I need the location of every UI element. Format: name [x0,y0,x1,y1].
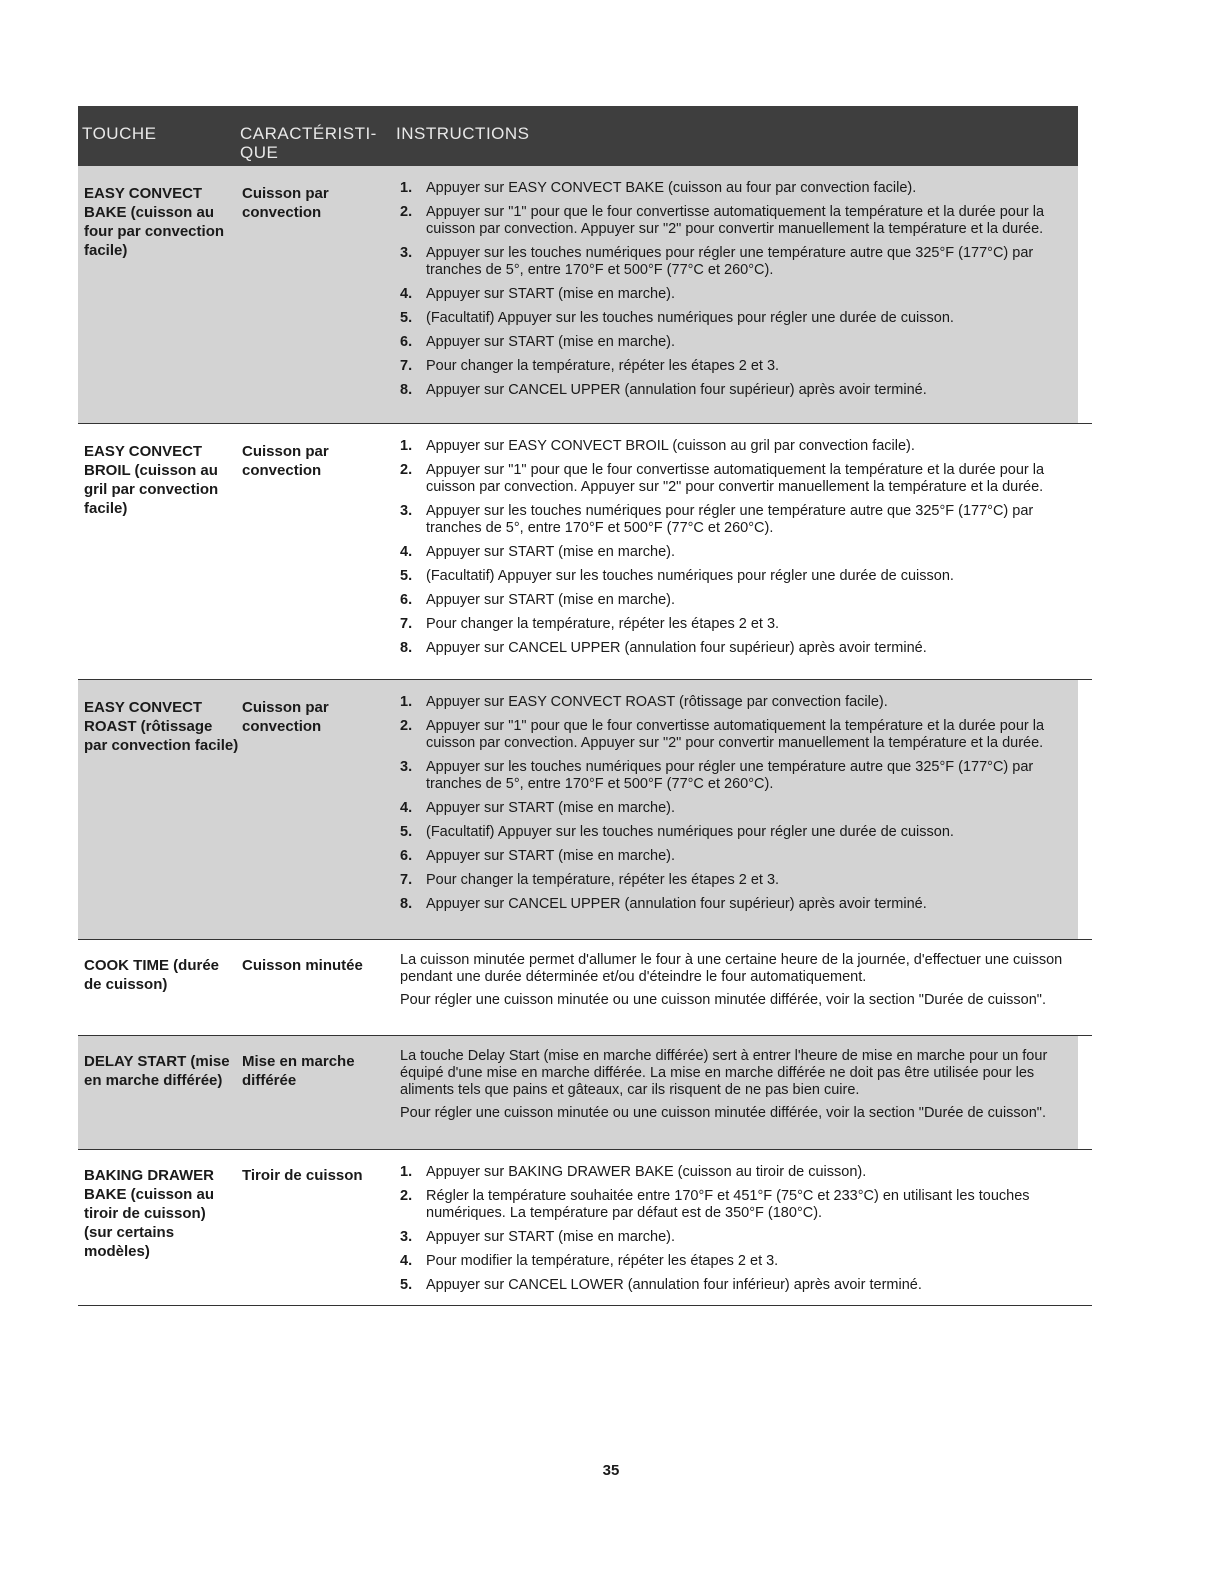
list-item: 6. Appuyer sur START (mise en marche). [400,592,675,608]
feature-name: Mise en marche différée [242,1053,355,1089]
feature-name: Cuisson minutée [242,957,363,974]
list-item: 2. Appuyer sur "1" pour que le four convertisse automatiquement la température et la durée pour la cuisson par convection. Appuyer sur "2" pour convertir manuellement la température et la durée. [400,718,1045,751]
paragraph: La cuisson minutée permet d'allumer le four à une certaine heure de la journée, d'effectuer une cuisson pendant une durée déterminée et/ou d'éteindre le four automatiquement. [400,952,1063,985]
instructions-cell [400,438,1080,664]
list-item: 6. Appuyer sur START (mise en marche). [400,334,675,350]
header-instructions: INSTRUCTIONS [396,124,530,143]
feature-name: Tiroir de cuisson [242,1167,363,1184]
list-item: 5. (Facultatif) Appuyer sur les touches numériques pour régler une durée de cuisson. [400,824,954,840]
list-item: 3. Appuyer sur les touches numériques pour régler une température autre que 325°F (177°C) par tranches de 5°, entre 170°F et 500°F (77°C et 260°C). [400,503,1034,536]
list-item: 7. Pour changer la température, répéter les étapes 2 et 3. [400,872,780,888]
list-item: 5. Appuyer sur CANCEL LOWER (annulation four inférieur) après avoir terminé. [400,1277,922,1293]
list-item: 2. Appuyer sur "1" pour que le four convertisse automatiquement la température et la durée pour la cuisson par convection. Appuyer sur "2" pour convertir manuellement la température et la durée. [400,204,1045,237]
list-item: 5. (Facultatif) Appuyer sur les touches numériques pour régler une durée de cuisson. [400,310,954,326]
list-item: 5. (Facultatif) Appuyer sur les touches numériques pour régler une durée de cuisson. [400,568,954,584]
paragraph: Pour régler une cuisson minutée ou une cuisson minutée différée, voir la section "Durée de cuisson". [400,1105,1046,1121]
list-item: 4. Appuyer sur START (mise en marche). [400,544,675,560]
feature-name: Cuisson par convection [242,185,329,221]
list-item: 4. Pour modifier la température, répéter les étapes 2 et 3. [400,1253,779,1269]
paragraph: Pour régler une cuisson minutée ou une cuisson minutée différée, voir la section "Durée de cuisson". [400,992,1046,1008]
key-name: EASY CONVECT BAKE (cuisson au four par convection facile) [84,185,225,259]
list-item: 7. Pour changer la température, répéter les étapes 2 et 3. [400,358,780,374]
list-item: 1. Appuyer sur BAKING DRAWER BAKE (cuisson au tiroir de cuisson). [400,1164,867,1180]
list-item: 1. Appuyer sur EASY CONVECT ROAST (rôtissage par convection facile). [400,694,888,710]
list-item: 8. Appuyer sur CANCEL UPPER (annulation four supérieur) après avoir terminé. [400,382,927,398]
list-item: 2. Régler la température souhaitée entre 170°F et 451°F (75°C et 233°C) en utilisant les touches numériques. La température par défaut est de 350°F (180°C). [400,1188,1030,1221]
table-header [78,106,1078,166]
list-item: 7. Pour changer la température, répéter les étapes 2 et 3. [400,616,780,632]
list-item: 3. Appuyer sur START (mise en marche). [400,1229,675,1245]
header-caracteristique: CARACTÉRISTI-QUE [240,124,377,162]
list-item: 3. Appuyer sur les touches numériques pour régler une température autre que 325°F (177°C) par tranches de 5°, entre 170°F et 500°F (77°C et 260°C). [400,759,1034,792]
table-row [78,166,1078,424]
key-name: EASY CONVECT BROIL (cuisson au gril par convection facile) [84,443,219,517]
table-row [78,680,1078,940]
table-row [78,1036,1078,1150]
instructions-cell [400,1048,1080,1128]
key-name: DELAY START (mise en marche différée) [84,1053,230,1089]
list-item: 8. Appuyer sur CANCEL UPPER (annulation four supérieur) après avoir terminé. [400,640,927,656]
list-item: 1. Appuyer sur EASY CONVECT BROIL (cuisson au gril par convection facile). [400,438,915,454]
key-name: BAKING DRAWER BAKE (cuisson au tiroir de cuisson) (sur certains modèles) [84,1167,215,1260]
key-name: COOK TIME (durée de cuisson) [84,957,220,993]
list-item: 6. Appuyer sur START (mise en marche). [400,848,675,864]
feature-name: Cuisson par convection [242,699,329,735]
list-item: 3. Appuyer sur les touches numériques pour régler une température autre que 325°F (177°C) par tranches de 5°, entre 170°F et 500°F (77°C et 260°C). [400,245,1034,278]
list-item: 4. Appuyer sur START (mise en marche). [400,800,675,816]
feature-name: Cuisson par convection [242,443,329,479]
table-row [78,424,1078,680]
instructions-cell [400,694,1080,920]
page-number: 35 [602,1462,620,1479]
instructions-cell [400,952,1080,1015]
instructions-cell [400,180,1080,406]
key-name: EASY CONVECT ROAST (rôtissage par convection facile) [84,699,239,754]
list-item: 8. Appuyer sur CANCEL UPPER (annulation four supérieur) après avoir terminé. [400,896,927,912]
paragraph: La touche Delay Start (mise en marche différée) sert à entrer l'heure de mise en marche pour un four équipé d'une mise en marche différée. La mise en marche différée ne doit pas être utilisée pour les aliments tels que pains et gâteaux, car ils risquent de ne pas bien cuire. [400,1048,1048,1098]
header-touche: TOUCHE [82,124,157,143]
instructions-table [78,106,1078,1306]
table-row [78,1150,1078,1306]
list-item: 4. Appuyer sur START (mise en marche). [400,286,675,302]
row-divider [78,1305,1092,1306]
table-row [78,940,1078,1036]
list-item: 2. Appuyer sur "1" pour que le four convertisse automatiquement la température et la durée pour la cuisson par convection. Appuyer sur "2" pour convertir manuellement la température et la durée. [400,462,1045,495]
list-item: 1. Appuyer sur EASY CONVECT BAKE (cuisson au four par convection facile). [400,180,917,196]
instructions-cell [400,1164,1080,1301]
